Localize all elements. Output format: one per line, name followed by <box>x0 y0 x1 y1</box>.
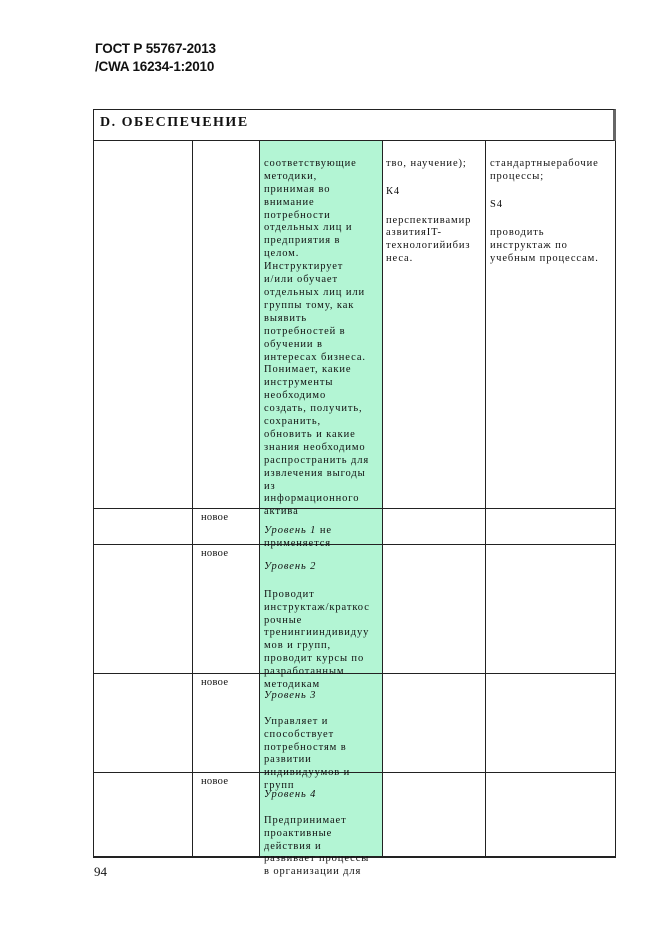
level-label: Уровень 3 <box>264 689 317 701</box>
status-cell: новое <box>201 776 229 787</box>
section-title: D. ОБЕСПЕЧЕНИЕ <box>100 115 249 130</box>
level-label: Уровень 1 <box>264 524 317 536</box>
section-title-bar <box>93 109 616 141</box>
level-text: Предпринимает проактивные действия и развивает процессы в организации для <box>264 814 370 878</box>
status-cell: новое <box>201 677 229 688</box>
skills-cell: стандартныерабочие процессы; S4 проводить инструктаж по учебным процессам. <box>490 157 599 265</box>
competence-description-cell: соответствующие методики, принимая во внимание потребности отдельных лиц и предприятия в целом. Инструктирует и/или обучает отдельных лиц или группы тому, как выявить потребностей в обучении в интересах бизнеса. Понимает, какие инструменты необходимо создать, получить, сохранить, обновить и какие знания необходимо распространить для извлечения выгоды из информационного актива <box>264 157 370 518</box>
page-number: 94 <box>94 864 107 879</box>
level-cell <box>264 512 382 551</box>
knowledge-cell: тво, научение); К4 перспективамир азвитияIT- технологийибиз неса. <box>386 157 472 265</box>
standard-code: ГОСТ Р 55767-2013 <box>95 41 216 56</box>
standard-code-secondary: /CWA 16234-1:2010 <box>95 59 215 74</box>
level-text: не применяется <box>264 524 332 549</box>
level-text: Управляет и способствует потребностям в развитии индивидуумов и групп <box>264 715 351 792</box>
level-cell <box>264 776 382 892</box>
level-label: Уровень 4 <box>264 788 317 800</box>
document-header <box>95 40 216 76</box>
level-text: Проводит инструктаж/краткос рочные тренингииндивидуу мов и групп, проводит курсы по разработанным методикам <box>264 588 370 691</box>
status-cell: новое <box>201 548 229 559</box>
level-label: Уровень 2 <box>264 560 317 572</box>
status-cell: новое <box>201 512 229 523</box>
